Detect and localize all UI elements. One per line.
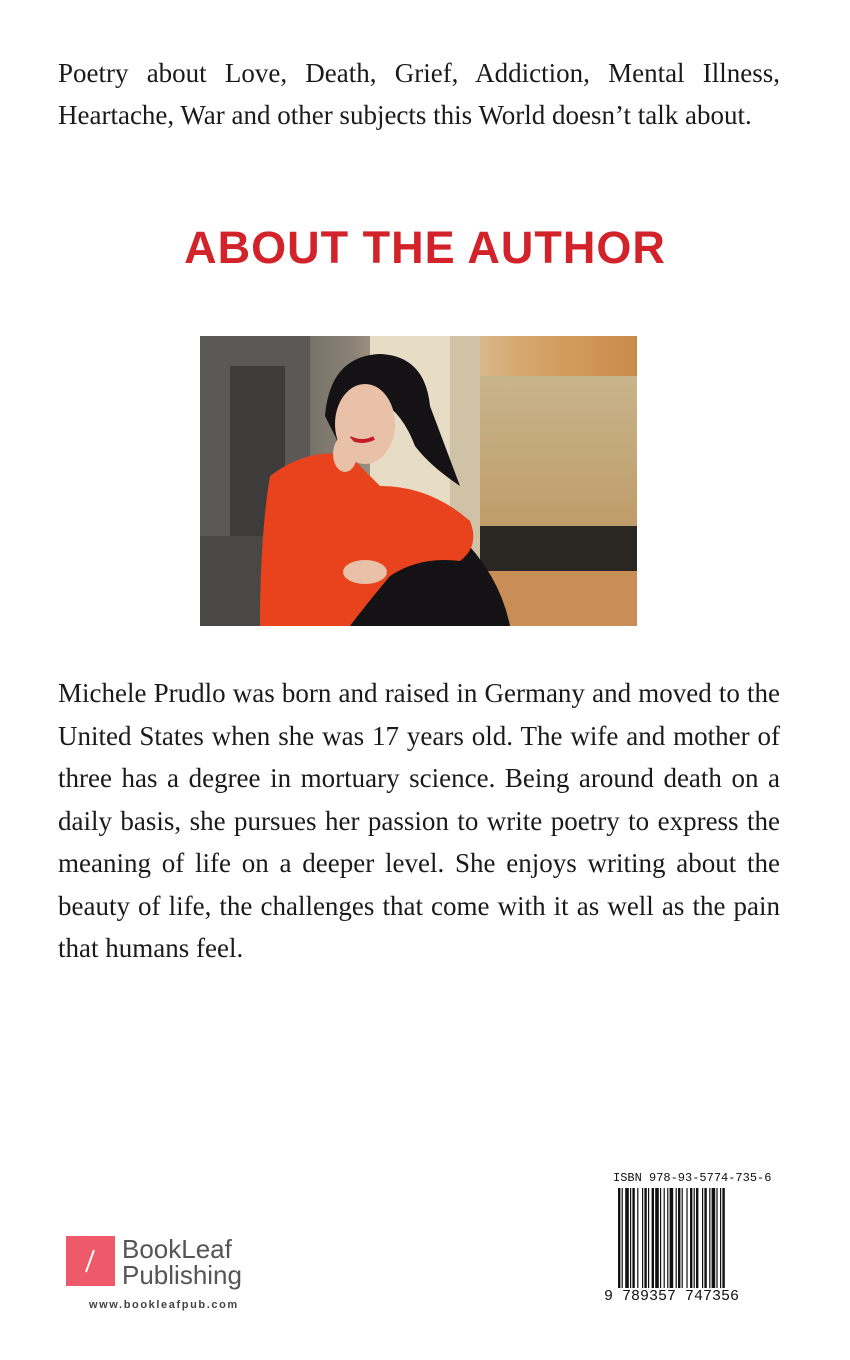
barcode-bar [637,1188,638,1288]
barcode-bar [648,1188,649,1288]
barcode-bar [642,1188,643,1288]
intro-text: Poetry about Love, Death, Grief, Addiction, Mental Illness, Heartache, War and other subjects this World doesn’t talk about. [58,58,780,130]
barcode-bar [722,1188,724,1288]
barcode-bar [660,1188,661,1288]
barcode-bar [696,1188,698,1288]
barcode-bar [655,1188,659,1288]
barcode-bar [630,1188,631,1288]
barcode-bar [622,1188,623,1288]
barcode-bar [704,1188,706,1288]
barcode-bar [682,1188,683,1288]
barcode-digits: 9 789357 747356 [604,1288,740,1305]
barcode-bar [652,1188,654,1288]
barcode-bar [667,1188,668,1288]
publisher-url: www.bookleafpub.com [89,1299,239,1311]
barcode-bar [618,1188,620,1288]
barcode-bar [670,1188,674,1288]
barcode [604,1186,770,1290]
barcode-bar [664,1188,665,1288]
barcode-bar [702,1188,703,1288]
barcode-bar [690,1188,692,1288]
barcode-bar [686,1188,687,1288]
barcode-bar [676,1188,677,1288]
barcode-bar [625,1188,629,1288]
barcode-bar [720,1188,721,1288]
about-author-heading: ABOUT THE AUTHOR [184,222,666,273]
author-photo [200,336,637,626]
barcode-bar [694,1188,695,1288]
barcode-bar [712,1188,716,1288]
barcode-bar [644,1188,646,1288]
isbn-label: ISBN 978-93-5774-735-6 [613,1171,772,1185]
publisher-name-line1: BookLeaf [122,1234,232,1264]
publisher-name-line2: Publishing [122,1260,242,1290]
barcode-bar [678,1188,680,1288]
barcode-bar [632,1188,634,1288]
author-bio: Michele Prudlo was born and raised in Germany and moved to the United States when she was 17 years old. The wife and mother of three has a degree in mortuary science. Being around death on a daily basis, she pursues her passion to write poetry to express the meaning of life on a deeper level. She enjoys writing about the beauty of life, the challenges that come with it as well as the pain that humans feel. [58,678,780,963]
barcode-bar [716,1188,717,1288]
publisher-logo-icon [66,1236,115,1286]
barcode-bar [709,1188,710,1288]
publisher-name [122,1236,242,1288]
